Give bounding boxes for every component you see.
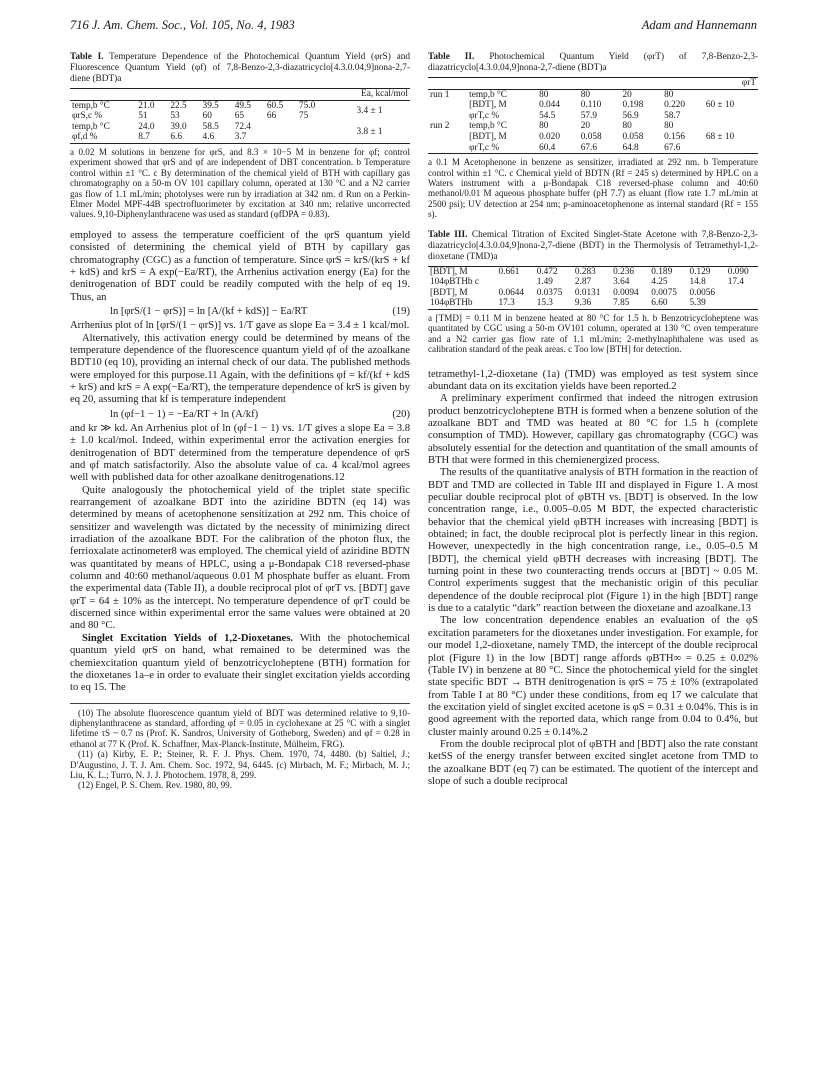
table2-footnote: a 0.1 M Acetophenone in benzene as sensitizer, irradiated at 292 nm. b Temperature control within ±1 °C. c Chemical yield of BDTN (Rf = 245 s) determined by HPLC on a Waters instrument with a μ-Bondapak C18 reversed-phase column and 40:60 methanol/0.01 M aqueous phosphate buffer (pH 7.7) as eluant (flow rate 1.7 mL/min at 2500 psi); UV detection at 254 nm; p-aminoacetophenone as internal standard (Rf = 155 s). bbox=[428, 157, 758, 220]
header-journal-citation: 716 J. Am. Chem. Soc., Vol. 105, No. 4, 1983 bbox=[70, 18, 295, 32]
table-cell: 3.4 ± 1 bbox=[356, 105, 383, 116]
table2-header-row bbox=[428, 78, 758, 90]
table-cell: 0.0644 bbox=[498, 287, 525, 298]
body-paragraph: and kr ≫ kd. An Arrhenius plot of ln (φf−1 − 1) vs. 1/T gives a slope Ea = 3.8 ± 1.0 kcal/mol. Indeed, within experimental error the activation energies for denitrogenation of BDT determined from the temperature dependence of φrS and φf match satisfactorily. Also the absolute value of ca. 4 kcal/mol agrees well with published data for other azoalkane denitrogenations.12 bbox=[70, 422, 410, 484]
table-cell: 49.5 bbox=[234, 100, 251, 111]
table-cell: 0.0094 bbox=[613, 287, 639, 298]
table-cell: 0.058 bbox=[622, 131, 644, 142]
table-cell: 4.6 bbox=[202, 132, 215, 143]
table-cell: 58.7 bbox=[664, 110, 681, 121]
table-cell: 0.198 bbox=[622, 100, 644, 111]
body-paragraph: The low concentration dependence enables an evaluation of the φS excitation parameters for the dioxetanes under investigation. For example, for our model 1,2-dioxetane, namely TMD, the intercept of the double reciprocal plot (Figure 1) in the low [BDT] range affords φBTH∞ = 0.25 ± 0.02% (Table IV) in benzene at 80 °C. Since the photochemical yield for the singlet state specific BDT → BTH denitrogenation is φrS = 75 ± 10% (extrapolated from Table I at 80 °C) under these conditions, from eq 17 we calculate that the excitation yield of singlet excited acetone is φS = 0.31 ± 0.04%. This is in good agreement with the reported data, which range from 0.04 to 0.4%, but cluster mainly around 0.25 ± 0.14%.2 bbox=[428, 615, 758, 738]
table3-caption-text: Chemical Titration of Excited Singlet-State Acetone with 7,8-Benzo-2,3-diazatricyclo[4.3.0.04,9]nona-2,7-diene (BDT) in the Thermolysis of Tetramethyl-1,2-dioxetane (TMD)a bbox=[428, 229, 758, 262]
table-cell bbox=[704, 121, 758, 132]
left-column bbox=[70, 52, 410, 791]
table-cell: 20 bbox=[622, 89, 632, 100]
table1-caption-text: Temperature Dependence of the Photochemical Quantum Yield (φrS) and Fluorescence Quantum Yield (φf) of 7,8-Benzo-2,3-diazatricyclo[4.3.0.04,9]nona-2,7-diene (BDT)a bbox=[70, 52, 410, 84]
table-row bbox=[428, 298, 758, 309]
table-cell: 80 bbox=[580, 89, 591, 100]
table-cell: 57.9 bbox=[580, 110, 598, 121]
table-cell: 0.236 bbox=[613, 266, 635, 277]
table-row bbox=[428, 100, 758, 111]
table-row bbox=[70, 100, 410, 111]
table-cell: 5.39 bbox=[689, 298, 706, 309]
equation-20 bbox=[70, 409, 410, 421]
table-cell: 17.4 bbox=[727, 277, 744, 288]
equation-number: (20) bbox=[392, 408, 410, 420]
table-cell: 7.85 bbox=[613, 298, 630, 309]
table-cell: 22.5 bbox=[170, 100, 187, 111]
table-cell bbox=[297, 122, 329, 133]
body-paragraph: From the double reciprocal plot of φBTH and [BDT] also the rate constant ketSS of the energy transfer between excited singlet acetone from TMD to the azoalkane BDT (eq 7) can be estimated. The quotient of the intercept and slope of such a double reciprocal bbox=[428, 738, 758, 787]
table3-label: Table III. bbox=[428, 229, 468, 240]
table1-header-row bbox=[70, 89, 410, 101]
table-cell: 75 bbox=[298, 111, 309, 122]
table-cell bbox=[265, 132, 297, 143]
table-cell: 0.0056 bbox=[689, 287, 716, 298]
table-cell: 0.110 bbox=[580, 100, 602, 111]
body-paragraph: tetramethyl-1,2-dioxetane (1a) (TMD) was employed as test system since abundant data on its excitation yields have been reported.2 bbox=[428, 368, 758, 392]
table-cell: 0.189 bbox=[651, 266, 673, 277]
table-cell: 0.129 bbox=[689, 266, 711, 277]
table-cell: 17.3 bbox=[498, 298, 515, 309]
table-cell: 21.0 bbox=[138, 100, 155, 111]
table3-caption bbox=[428, 230, 758, 263]
equation-text: ln (φf−1 − 1) = −Ea/RT + ln (A/kf) bbox=[110, 408, 259, 420]
table-cell: 0.472 bbox=[536, 266, 558, 277]
table-row bbox=[428, 288, 758, 299]
table-cell: 65 bbox=[234, 111, 244, 122]
table-cell: 67.6 bbox=[580, 142, 598, 153]
equation-text: ln [φrS/(1 − φrS)] = ln [A/(kf + kdS)] − Ea/RT bbox=[110, 305, 308, 317]
table-cell: 75.0 bbox=[298, 100, 316, 111]
table-cell: [BDT], M bbox=[469, 100, 507, 111]
table1-label: Table I. bbox=[70, 52, 104, 62]
table-cell: 0.058 bbox=[580, 131, 602, 142]
table3 bbox=[428, 266, 758, 310]
table1 bbox=[70, 88, 410, 144]
table-cell: 0.0375 bbox=[536, 287, 563, 298]
table-cell: 60 ± 10 bbox=[705, 100, 735, 111]
table-cell: 80 bbox=[539, 89, 549, 100]
table-cell: 56.9 bbox=[622, 110, 639, 121]
table-cell bbox=[726, 298, 758, 309]
table-cell: [BDT], M bbox=[469, 131, 507, 142]
table-cell: 14.8 bbox=[689, 277, 706, 288]
section-text: With the photochemical quantum yield φrS on hand, what remained to be determined was the chemiexcitation quantum yield of benzotricycloheptene (BTH) formation for the dioxetanes 1a–e in order to evaluate their singlet excitation yields according to eq 15. The bbox=[70, 632, 410, 694]
table-cell: 20 bbox=[580, 121, 591, 132]
table-cell: 66 bbox=[266, 111, 277, 122]
table2-caption bbox=[428, 52, 758, 74]
table2-label: Table II. bbox=[428, 52, 475, 62]
table-cell bbox=[265, 122, 297, 133]
table-cell: 0.156 bbox=[664, 131, 686, 142]
table-cell: 80 bbox=[664, 89, 674, 100]
table2-caption-text: Photochemical Quantum Yield (φrT) of 7,8-Benzo-2,3-diazatricyclo[4.3.0.04,9]nona-2,7-diene (BDT)a bbox=[428, 52, 758, 73]
table-row bbox=[428, 89, 758, 100]
table-row bbox=[70, 122, 410, 133]
table-cell: 9.36 bbox=[574, 298, 592, 309]
table-cell: 54.5 bbox=[539, 110, 556, 121]
header-authors: Adam and Hannemann bbox=[641, 18, 757, 32]
table-cell: 8.7 bbox=[138, 132, 150, 143]
table-row bbox=[428, 121, 758, 132]
table-cell: run 1 bbox=[430, 89, 450, 100]
table-cell: φrT,c % bbox=[469, 142, 500, 153]
table-cell: 0.283 bbox=[574, 266, 596, 277]
table-cell: φrS,c % bbox=[72, 111, 103, 122]
body-paragraph: employed to assess the temperature coefficient of the φrS quantum yield consisted of determining the chemical yield of BTH by capillary gas chromatography (CGC) as a function of temperature. Since φrS = krS/(krS + kf + kdS) and krS = A exp(−Ea/RT), the Arrhenius activation energy (Ea) for the denitrogenation of BDT could be readily computed with the help of eq 19. Thus, an bbox=[70, 229, 410, 303]
table-cell bbox=[726, 288, 758, 299]
table-cell: 68 ± 10 bbox=[705, 131, 735, 142]
table-cell: 0.090 bbox=[727, 266, 749, 277]
body-paragraph: A preliminary experiment confirmed that indeed the nitrogen extrusion product benzotricycloheptene BTH is formed when a benzene solution of the azoalkane BDT and TMD was heated at 80 °C for 1.5 h (complete consumption of TMD). However, capillary gas chromatography (CGC) was absolutely essential for the detection and quantitation of the small amounts of BTH that were formed in this chemienergized process. bbox=[428, 393, 758, 466]
table-cell: 39.0 bbox=[170, 121, 187, 132]
table-cell: 15.3 bbox=[536, 298, 553, 309]
table-row bbox=[428, 277, 758, 288]
table-cell: 104φBTHb c bbox=[430, 277, 480, 288]
table-cell: temp,b °C bbox=[72, 100, 110, 111]
table-cell: 60.5 bbox=[266, 100, 284, 111]
table-cell: temp,b °C bbox=[469, 121, 507, 132]
table-cell bbox=[297, 132, 329, 143]
table-cell: 6.60 bbox=[651, 298, 668, 309]
table-cell: 0.0131 bbox=[574, 287, 601, 298]
equation-number: (19) bbox=[392, 305, 410, 317]
table-cell: 53 bbox=[170, 111, 180, 122]
table-row bbox=[428, 143, 758, 154]
table-cell: 80 bbox=[539, 121, 549, 132]
footnote-item: (12) Engel, P. S. Chem. Rev. 1980, 80, 99. bbox=[78, 780, 232, 791]
table-cell: 3.7 bbox=[234, 132, 247, 143]
table-cell: [BDT], M bbox=[430, 287, 468, 298]
body-paragraph: Quite analogously the photochemical yield of the triplet state specific rearrangement of azoalkane BDT into the aziridine BDTN (eq 14) was determined by means of acetophenone sensitization at 292 nm. This choice of sensitizer and wavelength was dictated by the necessity of minimizing direct irradiation of the azoalkane BDT. For the calibration of the photon flux, the ferrioxalate actinometer8 was employed. The chemical yield of aziridine BDTN was quantitated by means of HPLC, using a μ-Bondapak C18 reversed-phase column and 40:60 methanol/aqueous 0.01 M phosphate buffer as eluant. From the experimental data (Table II), a double reciprocal plot of φrT vs. [BDT] gave φrT = 64 ± 10% as the intercept. No temperature dependence of φrT could be discerned since within experimental error the same values were obtained at 20 and 80 °C. bbox=[70, 484, 410, 632]
table-cell: 0.220 bbox=[664, 100, 686, 111]
body-paragraph: The results of the quantitative analysis of BTH formation in the reaction of BDT and TMD are collected in Table III and displayed in Figure 1. A most peculiar double reciprocal plot of φBTH vs. [BDT] is observed. In the low concentration range, i.e., 0.005–0.05 M BDT, the expected characteristic behavior that the chemical yield φBTH increases with increasing [BDT] is obtained; in fact, the double reciprocal plot is perfectly linear in this region. However, unexpectedly in the high concentration range, i.e., 0.05–0.5 M [BDT], the chemical yield φBTH decreases with increasing [BDT]. The turning point in these two counteracting trends occurs at [BDT] ~ 0.05 M. Control experiments suggest that the mechanistic origin of this peculiar dependence of the double reciprocal plot (Figure 1) in the high [BDT] range is due to a catalytic “dark” reaction between the dioxetane and azoalkane.13 bbox=[428, 467, 758, 615]
table-cell: 64.8 bbox=[622, 142, 639, 153]
footnotes bbox=[70, 703, 410, 791]
equation-19 bbox=[70, 306, 410, 318]
table2 bbox=[428, 77, 758, 154]
table-cell: 60.4 bbox=[539, 142, 556, 153]
table-cell: 60 bbox=[202, 111, 212, 122]
table-row bbox=[428, 266, 758, 277]
body-paragraph bbox=[70, 633, 410, 695]
table-cell: 104φBTHb bbox=[430, 298, 473, 309]
table-cell: φrT,c % bbox=[469, 110, 500, 121]
body-paragraph: Arrhenius plot of ln [φrS/(1 − φrS)] vs. 1/T gave as slope Ea = 3.4 ± 1 kcal/mol. bbox=[70, 320, 410, 332]
table-cell: 4.25 bbox=[651, 277, 668, 288]
table3-footnote: a [TMD] = 0.11 M in benzene heated at 80 °C for 1.5 h. b Benzotricycloheptene was quantitated by CGC using a 50-m OV101 column, operated at 130 °C oven temperature and a N2 carrier gas flow rate of 1.1 mL/min; 2-methylnaphthalene was used as calibration standard of the peak areas. c Too low [BTH] for detection. bbox=[428, 312, 758, 355]
section-title: Singlet Excitation Yields of 1,2-Dioxetanes. bbox=[82, 632, 293, 644]
table-cell bbox=[496, 277, 534, 288]
body-paragraph: Alternatively, this activation energy could be determined by means of the temperature dependence of the fluorescence quantum yield φf of the azoalkane BDT10 (eq 10), providing an internal check of our data. The published methods were employed for this purpose.11 Again, with the definitions φf = kf/(kf + kdS + krS) and krS = A exp(−Ea/RT), the temperature dependence of krS is given by eq 20, assuming that kf is temperature independent bbox=[70, 332, 411, 406]
table-cell: 24.0 bbox=[138, 121, 155, 132]
table-row bbox=[428, 111, 758, 122]
table-cell: 1.49 bbox=[536, 277, 553, 288]
table-cell: 0.0075 bbox=[651, 287, 677, 298]
table1-ea-header: Ea, kcal/mol bbox=[361, 89, 408, 99]
table-cell: 0.044 bbox=[539, 100, 560, 111]
table-cell: 80 bbox=[622, 121, 632, 132]
footnote-item: (11) (a) Kirby, E. P.; Steiner, R. F. J. Phys. Chem. 1970, 74, 4480. (b) Saltiel, J.; D'Augustino, J. T. J. Am. Chem. Soc. 1972, 94, 6445. (c) Mirbach, M. F.; Mirbach, M. J.; Liu, K. L.; Turro, N. J. J. Photochem. 1978, 8, 299. bbox=[70, 749, 410, 780]
table-cell: 72.4 bbox=[234, 121, 251, 132]
table-cell: 80 bbox=[664, 121, 674, 132]
table-cell: 39.5 bbox=[202, 100, 219, 111]
table1-footnote: a 0.02 M solutions in benzene for φrS, and 8.3 × 10−5 M in benzene for φf; control experiment showed that φrS and φf are independent of DBT concentration. b Temperature control within ±1 °C. c By determination of the chemical yield of BTH with capillary gas chromatography on a 50-m OV 101 capillary column, operated at 130 °C and a N2 carrier gas flow of 1.1 mL/min; photolyses were run by irradiation at 342 nm. d Run on a Perkin-Elmer Model MPF-44B spectrofluorimeter by excitation at 340 nm; relative uncorrected values. 9,10-Diphenylanthracene was used as standard (φfDPA = 0.83). bbox=[70, 146, 410, 220]
table-cell bbox=[704, 89, 758, 100]
running-header bbox=[70, 18, 757, 36]
table-cell: φf,d % bbox=[72, 132, 98, 143]
table-cell: 3.64 bbox=[613, 277, 630, 288]
table-cell: 2.87 bbox=[574, 277, 592, 288]
table-cell: temp,b °C bbox=[469, 89, 507, 100]
table2-col-header: φrT bbox=[741, 78, 756, 88]
table-cell: [BDT], M bbox=[430, 266, 468, 277]
table-row bbox=[428, 132, 758, 143]
footnote-item: (10) The absolute fluorescence quantum yield of BDT was determined relative to 9,10-diphenylanthracene as standard, affording φf = 0.05 in cyclohexane at 25 °C with a singlet lifetime τS ~ 0.7 ns (Prof. K. Sandros, University of Gotheborg, Sweden) and φf = 0.28 in ethanol at 77 K (Prof. K. Schaffner, Max-Planck-Institute, Mülheim, FRG). bbox=[70, 707, 410, 749]
table-cell bbox=[704, 143, 758, 154]
table-cell: 67.6 bbox=[664, 142, 681, 153]
table-cell: 6.6 bbox=[170, 132, 183, 143]
table-cell: 3.8 ± 1 bbox=[356, 127, 383, 138]
table-cell: 51 bbox=[138, 111, 148, 122]
right-column bbox=[428, 52, 758, 788]
table-cell: run 2 bbox=[430, 121, 450, 132]
table-cell: 58.5 bbox=[202, 121, 219, 132]
table-cell: 0.661 bbox=[498, 266, 520, 277]
table-cell: 0.020 bbox=[539, 131, 560, 142]
table-cell bbox=[704, 111, 758, 122]
table-cell: temp,b °C bbox=[72, 121, 110, 132]
table1-caption bbox=[70, 52, 410, 85]
